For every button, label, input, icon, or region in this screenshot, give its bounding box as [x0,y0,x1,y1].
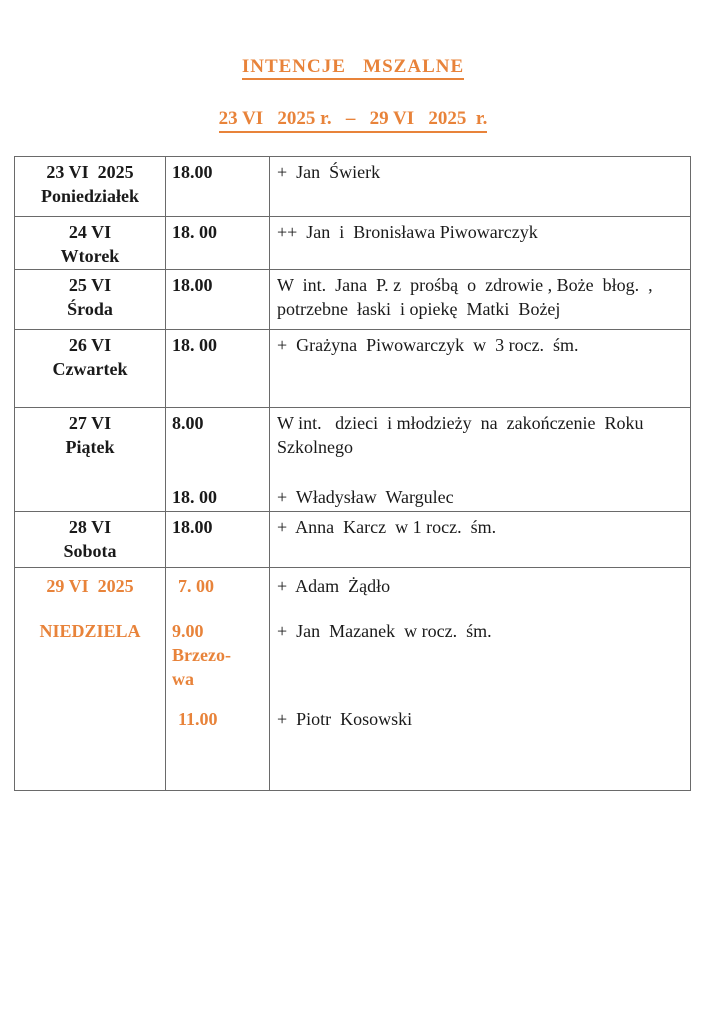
mass-intention: + Piotr Kosowski [277,709,413,729]
page-title-text: INTENCJE MSZALNE [242,56,464,80]
date-dash: – [345,108,356,129]
date-to: 29 VI 2025 r. [369,108,488,129]
mass-intentions-table [14,156,691,791]
mass-intention: ++ Jan i Bronisława Piwowarczyk [277,222,538,242]
mass-intention: + Adam Żądło [277,576,391,596]
day-name: Czwartek [52,359,128,379]
day-cell [15,330,166,408]
day-cell [15,568,166,791]
intention-cell [270,408,691,512]
day-date: 27 VI [68,413,112,433]
time-cell [166,217,270,270]
day-date: 26 VI [68,335,112,355]
mass-intention: + Jan Mazanek w rocz. śm. [277,621,492,641]
time-cell [166,157,270,217]
day-name: NIEDZIELA [39,621,141,641]
intention-cell [270,157,691,217]
mass-place: wa [172,669,194,689]
day-cell [15,512,166,568]
time-cell [166,568,270,791]
mass-time: 18. 00 [172,222,217,242]
day-date: 24 VI [68,222,112,242]
mass-time: 9.00 [172,621,204,641]
table-row [15,330,691,408]
table-row [15,270,691,330]
table-row [15,408,691,512]
intention-cell [270,217,691,270]
day-cell [15,157,166,217]
mass-time: 7. 00 [178,576,214,596]
day-name: Środa [67,299,113,319]
day-date: 23 VI 2025 [46,162,134,182]
time-cell [166,512,270,568]
day-name: Wtorek [60,246,120,266]
day-cell [15,408,166,512]
day-date: 25 VI [68,275,112,295]
mass-intention: + Władysław Wargulec [277,487,454,507]
day-name: Sobota [63,541,117,561]
mass-intention: W int. Jana P. z prośbą o zdrowie , Boże błog. , potrzebne łaski i opiekę Matki Bożej [277,275,658,319]
mass-intention: + Jan Świerk [277,162,381,182]
mass-intention: W int. dzieci i młodzieży na zakończenie Roku Szkolnego [277,413,653,457]
date-from: 23 VI 2025 r. [218,108,332,129]
date-range [0,108,706,130]
mass-time: 18. 00 [172,335,217,355]
mass-time: 18.00 [172,517,213,537]
intention-cell [270,512,691,568]
mass-time: 18.00 [172,162,213,182]
intention-cell [270,568,691,791]
mass-place: Brzezo- [172,645,231,665]
mass-time: 8.00 [172,413,204,433]
intention-cell [270,270,691,330]
day-cell [15,270,166,330]
mass-time: 18.00 [172,275,213,295]
mass-time: 11.00 [178,709,218,729]
day-name: Poniedziałek [41,186,139,206]
intention-cell [270,330,691,408]
mass-time: 18. 00 [172,487,217,507]
page-title [0,56,706,78]
table-row [15,217,691,270]
day-name: Piątek [65,437,115,457]
date-range-text [219,108,488,133]
table-row [15,568,691,791]
mass-intention: + Grażyna Piwowarczyk w 3 rocz. śm. [277,335,579,355]
table-row [15,157,691,217]
time-cell [166,330,270,408]
table-row [15,512,691,568]
time-cell [166,270,270,330]
day-cell [15,217,166,270]
mass-intention: + Anna Karcz w 1 rocz. śm. [277,517,497,537]
day-date: 28 VI [68,517,112,537]
time-cell [166,408,270,512]
day-date: 29 VI 2025 [46,576,134,596]
